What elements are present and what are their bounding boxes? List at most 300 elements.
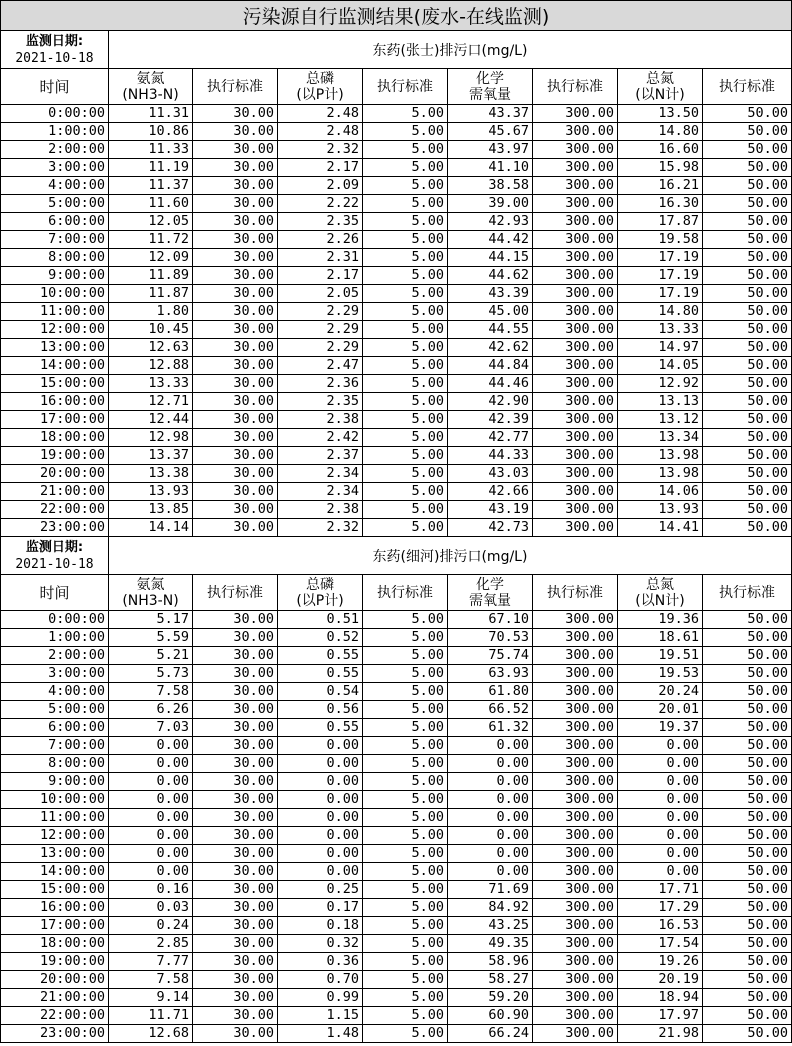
value-cell: 0.24 bbox=[109, 917, 193, 935]
value-cell: 0.00 bbox=[618, 773, 703, 791]
value-cell: 300.00 bbox=[533, 755, 618, 773]
time-cell: 18:00:00 bbox=[1, 429, 109, 447]
value-cell: 5.00 bbox=[363, 501, 448, 519]
value-cell: 12.88 bbox=[109, 357, 193, 375]
value-cell: 13.93 bbox=[618, 501, 703, 519]
cod-header bbox=[448, 575, 533, 611]
value-cell: 63.93 bbox=[448, 665, 533, 683]
table-row bbox=[1, 303, 792, 321]
value-cell: 44.42 bbox=[448, 231, 533, 249]
value-cell: 300.00 bbox=[533, 195, 618, 213]
value-cell: 5.00 bbox=[363, 863, 448, 881]
value-cell: 11.60 bbox=[109, 195, 193, 213]
value-cell: 12.71 bbox=[109, 393, 193, 411]
header-line: 总氮 bbox=[646, 576, 674, 593]
table-row bbox=[1, 339, 792, 357]
value-cell: 30.00 bbox=[193, 971, 278, 989]
value-cell: 0.56 bbox=[278, 701, 363, 719]
value-cell: 59.20 bbox=[448, 989, 533, 1007]
table-row bbox=[1, 1025, 792, 1043]
nh3-header bbox=[109, 575, 193, 611]
value-cell: 19.58 bbox=[618, 231, 703, 249]
value-cell: 0.00 bbox=[109, 773, 193, 791]
value-cell: 0.00 bbox=[618, 755, 703, 773]
value-cell: 50.00 bbox=[703, 827, 792, 845]
value-cell: 2.32 bbox=[278, 519, 363, 537]
value-cell: 5.00 bbox=[363, 447, 448, 465]
value-cell: 50.00 bbox=[703, 249, 792, 267]
value-cell: 5.00 bbox=[363, 1025, 448, 1043]
monitor-date: 2021-10-18 bbox=[15, 50, 94, 66]
value-cell: 50.00 bbox=[703, 105, 792, 123]
value-cell: 2.29 bbox=[278, 303, 363, 321]
table-row bbox=[1, 863, 792, 881]
time-cell: 12:00:00 bbox=[1, 827, 109, 845]
value-cell: 2.29 bbox=[278, 339, 363, 357]
value-cell: 300.00 bbox=[533, 429, 618, 447]
value-cell: 2.47 bbox=[278, 357, 363, 375]
value-cell: 2.37 bbox=[278, 447, 363, 465]
value-cell: 0.00 bbox=[618, 863, 703, 881]
time-cell: 6:00:00 bbox=[1, 213, 109, 231]
value-cell: 5.00 bbox=[363, 647, 448, 665]
value-cell: 50.00 bbox=[703, 123, 792, 141]
value-cell: 43.39 bbox=[448, 285, 533, 303]
value-cell: 5.00 bbox=[363, 393, 448, 411]
table-row bbox=[1, 429, 792, 447]
value-cell: 30.00 bbox=[193, 195, 278, 213]
value-cell: 14.97 bbox=[618, 339, 703, 357]
time-cell: 1:00:00 bbox=[1, 123, 109, 141]
value-cell: 5.00 bbox=[363, 285, 448, 303]
header-line: (以P计) bbox=[296, 86, 344, 103]
tn-header bbox=[618, 69, 703, 105]
time-cell: 19:00:00 bbox=[1, 953, 109, 971]
value-cell: 300.00 bbox=[533, 123, 618, 141]
value-cell: 30.00 bbox=[193, 339, 278, 357]
value-cell: 7.03 bbox=[109, 719, 193, 737]
value-cell: 30.00 bbox=[193, 809, 278, 827]
value-cell: 1.80 bbox=[109, 303, 193, 321]
value-cell: 300.00 bbox=[533, 935, 618, 953]
value-cell: 13.98 bbox=[618, 465, 703, 483]
value-cell: 17.71 bbox=[618, 881, 703, 899]
time-cell: 17:00:00 bbox=[1, 411, 109, 429]
value-cell: 50.00 bbox=[703, 141, 792, 159]
value-cell: 0.00 bbox=[109, 863, 193, 881]
value-cell: 11.31 bbox=[109, 105, 193, 123]
time-cell: 8:00:00 bbox=[1, 755, 109, 773]
table-row bbox=[1, 827, 792, 845]
time-cell: 13:00:00 bbox=[1, 339, 109, 357]
value-cell: 5.00 bbox=[363, 899, 448, 917]
value-cell: 0.52 bbox=[278, 629, 363, 647]
time-cell: 14:00:00 bbox=[1, 357, 109, 375]
value-cell: 30.00 bbox=[193, 935, 278, 953]
value-cell: 0.00 bbox=[109, 791, 193, 809]
value-cell: 30.00 bbox=[193, 953, 278, 971]
table-row bbox=[1, 159, 792, 177]
table-row bbox=[1, 267, 792, 285]
value-cell: 300.00 bbox=[533, 321, 618, 339]
value-cell: 5.00 bbox=[363, 483, 448, 501]
value-cell: 50.00 bbox=[703, 519, 792, 537]
value-cell: 50.00 bbox=[703, 755, 792, 773]
value-cell: 67.10 bbox=[448, 611, 533, 629]
value-cell: 2.38 bbox=[278, 501, 363, 519]
value-cell: 300.00 bbox=[533, 393, 618, 411]
value-cell: 50.00 bbox=[703, 935, 792, 953]
value-cell: 30.00 bbox=[193, 611, 278, 629]
value-cell: 300.00 bbox=[533, 809, 618, 827]
header-line: (以N计) bbox=[635, 592, 685, 609]
value-cell: 30.00 bbox=[193, 321, 278, 339]
value-cell: 20.01 bbox=[618, 701, 703, 719]
value-cell: 14.41 bbox=[618, 519, 703, 537]
std-header: 执行标准 bbox=[363, 575, 448, 611]
header-line: (以P计) bbox=[296, 592, 344, 609]
value-cell: 0.00 bbox=[448, 791, 533, 809]
value-cell: 18.61 bbox=[618, 629, 703, 647]
value-cell: 300.00 bbox=[533, 773, 618, 791]
column-header-row bbox=[1, 69, 792, 105]
value-cell: 0.55 bbox=[278, 665, 363, 683]
value-cell: 0.32 bbox=[278, 935, 363, 953]
value-cell: 300.00 bbox=[533, 519, 618, 537]
value-cell: 12.98 bbox=[109, 429, 193, 447]
nh3-header bbox=[109, 69, 193, 105]
time-cell: 20:00:00 bbox=[1, 465, 109, 483]
std-header: 执行标准 bbox=[533, 575, 618, 611]
table-row bbox=[1, 737, 792, 755]
value-cell: 2.48 bbox=[278, 123, 363, 141]
value-cell: 30.00 bbox=[193, 773, 278, 791]
table-row bbox=[1, 501, 792, 519]
value-cell: 49.35 bbox=[448, 935, 533, 953]
value-cell: 50.00 bbox=[703, 447, 792, 465]
header-line: (以N计) bbox=[635, 86, 685, 103]
value-cell: 7.58 bbox=[109, 971, 193, 989]
table-row bbox=[1, 791, 792, 809]
value-cell: 13.50 bbox=[618, 105, 703, 123]
value-cell: 50.00 bbox=[703, 989, 792, 1007]
value-cell: 0.00 bbox=[448, 755, 533, 773]
table-row bbox=[1, 285, 792, 303]
value-cell: 50.00 bbox=[703, 285, 792, 303]
table-row bbox=[1, 465, 792, 483]
time-cell: 6:00:00 bbox=[1, 719, 109, 737]
value-cell: 0.00 bbox=[278, 827, 363, 845]
monitor-date-label: 监测日期: bbox=[25, 539, 84, 555]
value-cell: 5.00 bbox=[363, 213, 448, 231]
time-cell: 5:00:00 bbox=[1, 195, 109, 213]
table-row bbox=[1, 1007, 792, 1025]
value-cell: 16.30 bbox=[618, 195, 703, 213]
table-row bbox=[1, 665, 792, 683]
value-cell: 50.00 bbox=[703, 321, 792, 339]
value-cell: 50.00 bbox=[703, 953, 792, 971]
value-cell: 11.89 bbox=[109, 267, 193, 285]
value-cell: 50.00 bbox=[703, 177, 792, 195]
time-cell: 22:00:00 bbox=[1, 1007, 109, 1025]
value-cell: 300.00 bbox=[533, 141, 618, 159]
time-cell: 16:00:00 bbox=[1, 899, 109, 917]
table-row bbox=[1, 141, 792, 159]
time-cell: 23:00:00 bbox=[1, 519, 109, 537]
value-cell: 42.73 bbox=[448, 519, 533, 537]
value-cell: 30.00 bbox=[193, 665, 278, 683]
value-cell: 5.00 bbox=[363, 611, 448, 629]
value-cell: 0.00 bbox=[618, 809, 703, 827]
table-row bbox=[1, 123, 792, 141]
table-row bbox=[1, 105, 792, 123]
value-cell: 30.00 bbox=[193, 719, 278, 737]
value-cell: 0.18 bbox=[278, 917, 363, 935]
value-cell: 21.98 bbox=[618, 1025, 703, 1043]
monitor-date-cell bbox=[1, 31, 109, 69]
value-cell: 30.00 bbox=[193, 989, 278, 1007]
tp-header bbox=[278, 69, 363, 105]
value-cell: 5.00 bbox=[363, 881, 448, 899]
value-cell: 14.80 bbox=[618, 303, 703, 321]
value-cell: 50.00 bbox=[703, 611, 792, 629]
value-cell: 0.00 bbox=[278, 755, 363, 773]
time-header: 时间 bbox=[1, 69, 109, 105]
value-cell: 50.00 bbox=[703, 881, 792, 899]
header-line: 总磷 bbox=[306, 576, 334, 593]
value-cell: 30.00 bbox=[193, 159, 278, 177]
value-cell: 50.00 bbox=[703, 375, 792, 393]
std-header: 执行标准 bbox=[193, 575, 278, 611]
value-cell: 300.00 bbox=[533, 845, 618, 863]
value-cell: 5.00 bbox=[363, 195, 448, 213]
value-cell: 5.00 bbox=[363, 411, 448, 429]
value-cell: 42.93 bbox=[448, 213, 533, 231]
table-row bbox=[1, 375, 792, 393]
value-cell: 30.00 bbox=[193, 519, 278, 537]
value-cell: 50.00 bbox=[703, 393, 792, 411]
value-cell: 50.00 bbox=[703, 357, 792, 375]
time-cell: 20:00:00 bbox=[1, 971, 109, 989]
value-cell: 5.00 bbox=[363, 935, 448, 953]
value-cell: 50.00 bbox=[703, 701, 792, 719]
value-cell: 45.00 bbox=[448, 303, 533, 321]
value-cell: 50.00 bbox=[703, 665, 792, 683]
value-cell: 50.00 bbox=[703, 1025, 792, 1043]
table-row bbox=[1, 629, 792, 647]
value-cell: 300.00 bbox=[533, 971, 618, 989]
value-cell: 13.34 bbox=[618, 429, 703, 447]
value-cell: 17.29 bbox=[618, 899, 703, 917]
value-cell: 30.00 bbox=[193, 755, 278, 773]
time-header: 时间 bbox=[1, 575, 109, 611]
header-line: 需氧量 bbox=[469, 592, 511, 609]
value-cell: 30.00 bbox=[193, 917, 278, 935]
value-cell: 300.00 bbox=[533, 231, 618, 249]
time-cell: 15:00:00 bbox=[1, 881, 109, 899]
value-cell: 30.00 bbox=[193, 357, 278, 375]
table-row bbox=[1, 213, 792, 231]
value-cell: 5.00 bbox=[363, 845, 448, 863]
value-cell: 300.00 bbox=[533, 105, 618, 123]
table-row bbox=[1, 899, 792, 917]
value-cell: 11.71 bbox=[109, 1007, 193, 1025]
value-cell: 18.94 bbox=[618, 989, 703, 1007]
value-cell: 30.00 bbox=[193, 267, 278, 285]
table-row bbox=[1, 881, 792, 899]
value-cell: 30.00 bbox=[193, 123, 278, 141]
value-cell: 2.38 bbox=[278, 411, 363, 429]
value-cell: 30.00 bbox=[193, 827, 278, 845]
value-cell: 300.00 bbox=[533, 303, 618, 321]
header-line: 化学 bbox=[476, 70, 504, 87]
value-cell: 50.00 bbox=[703, 791, 792, 809]
value-cell: 0.51 bbox=[278, 611, 363, 629]
value-cell: 30.00 bbox=[193, 791, 278, 809]
value-cell: 300.00 bbox=[533, 1025, 618, 1043]
table-row bbox=[1, 483, 792, 501]
value-cell: 300.00 bbox=[533, 899, 618, 917]
value-cell: 5.00 bbox=[363, 917, 448, 935]
value-cell: 300.00 bbox=[533, 285, 618, 303]
value-cell: 300.00 bbox=[533, 177, 618, 195]
value-cell: 5.00 bbox=[363, 971, 448, 989]
value-cell: 12.09 bbox=[109, 249, 193, 267]
value-cell: 5.73 bbox=[109, 665, 193, 683]
table-row bbox=[1, 809, 792, 827]
value-cell: 38.58 bbox=[448, 177, 533, 195]
table-row bbox=[1, 393, 792, 411]
value-cell: 30.00 bbox=[193, 393, 278, 411]
value-cell: 66.24 bbox=[448, 1025, 533, 1043]
value-cell: 12.63 bbox=[109, 339, 193, 357]
time-cell: 11:00:00 bbox=[1, 809, 109, 827]
time-cell: 18:00:00 bbox=[1, 935, 109, 953]
value-cell: 50.00 bbox=[703, 465, 792, 483]
time-cell: 4:00:00 bbox=[1, 683, 109, 701]
value-cell: 12.68 bbox=[109, 1025, 193, 1043]
value-cell: 0.00 bbox=[278, 773, 363, 791]
value-cell: 60.90 bbox=[448, 1007, 533, 1025]
value-cell: 1.15 bbox=[278, 1007, 363, 1025]
value-cell: 300.00 bbox=[533, 339, 618, 357]
table-row bbox=[1, 917, 792, 935]
table-row bbox=[1, 989, 792, 1007]
time-cell: 7:00:00 bbox=[1, 737, 109, 755]
value-cell: 41.10 bbox=[448, 159, 533, 177]
table-row bbox=[1, 701, 792, 719]
value-cell: 0.54 bbox=[278, 683, 363, 701]
value-cell: 300.00 bbox=[533, 465, 618, 483]
value-cell: 30.00 bbox=[193, 1025, 278, 1043]
site-name: 东药(细河)排污口(mg/L) bbox=[109, 537, 792, 575]
value-cell: 2.34 bbox=[278, 465, 363, 483]
time-cell: 5:00:00 bbox=[1, 701, 109, 719]
value-cell: 50.00 bbox=[703, 483, 792, 501]
value-cell: 0.00 bbox=[109, 755, 193, 773]
value-cell: 5.00 bbox=[363, 719, 448, 737]
value-cell: 66.52 bbox=[448, 701, 533, 719]
value-cell: 9.14 bbox=[109, 989, 193, 1007]
value-cell: 5.00 bbox=[363, 159, 448, 177]
value-cell: 11.37 bbox=[109, 177, 193, 195]
value-cell: 17.19 bbox=[618, 285, 703, 303]
table-row bbox=[1, 971, 792, 989]
value-cell: 16.53 bbox=[618, 917, 703, 935]
value-cell: 14.14 bbox=[109, 519, 193, 537]
table-row bbox=[1, 683, 792, 701]
header-line: (NH3-N) bbox=[122, 592, 179, 609]
value-cell: 0.17 bbox=[278, 899, 363, 917]
value-cell: 300.00 bbox=[533, 411, 618, 429]
value-cell: 50.00 bbox=[703, 917, 792, 935]
value-cell: 0.00 bbox=[109, 827, 193, 845]
value-cell: 30.00 bbox=[193, 647, 278, 665]
value-cell: 50.00 bbox=[703, 1007, 792, 1025]
time-cell: 3:00:00 bbox=[1, 159, 109, 177]
value-cell: 58.27 bbox=[448, 971, 533, 989]
value-cell: 5.00 bbox=[363, 303, 448, 321]
time-cell: 2:00:00 bbox=[1, 647, 109, 665]
value-cell: 50.00 bbox=[703, 647, 792, 665]
value-cell: 5.00 bbox=[363, 321, 448, 339]
table-row bbox=[1, 611, 792, 629]
value-cell: 300.00 bbox=[533, 501, 618, 519]
value-cell: 0.00 bbox=[448, 845, 533, 863]
value-cell: 17.19 bbox=[618, 267, 703, 285]
std-header: 执行标准 bbox=[703, 575, 792, 611]
value-cell: 19.37 bbox=[618, 719, 703, 737]
value-cell: 16.21 bbox=[618, 177, 703, 195]
value-cell: 2.31 bbox=[278, 249, 363, 267]
value-cell: 50.00 bbox=[703, 411, 792, 429]
time-cell: 10:00:00 bbox=[1, 791, 109, 809]
value-cell: 50.00 bbox=[703, 303, 792, 321]
value-cell: 44.55 bbox=[448, 321, 533, 339]
value-cell: 50.00 bbox=[703, 719, 792, 737]
value-cell: 30.00 bbox=[193, 501, 278, 519]
value-cell: 50.00 bbox=[703, 773, 792, 791]
value-cell: 30.00 bbox=[193, 483, 278, 501]
value-cell: 43.25 bbox=[448, 917, 533, 935]
value-cell: 300.00 bbox=[533, 989, 618, 1007]
value-cell: 19.36 bbox=[618, 611, 703, 629]
value-cell: 300.00 bbox=[533, 719, 618, 737]
header-line: 总氮 bbox=[646, 70, 674, 87]
monitor-date-cell bbox=[1, 537, 109, 575]
value-cell: 0.00 bbox=[278, 809, 363, 827]
value-cell: 2.48 bbox=[278, 105, 363, 123]
value-cell: 0.00 bbox=[278, 845, 363, 863]
value-cell: 5.59 bbox=[109, 629, 193, 647]
value-cell: 14.80 bbox=[618, 123, 703, 141]
value-cell: 5.00 bbox=[363, 827, 448, 845]
value-cell: 300.00 bbox=[533, 249, 618, 267]
header-line: 总磷 bbox=[306, 70, 334, 87]
value-cell: 5.00 bbox=[363, 429, 448, 447]
value-cell: 14.05 bbox=[618, 357, 703, 375]
value-cell: 0.03 bbox=[109, 899, 193, 917]
value-cell: 13.93 bbox=[109, 483, 193, 501]
value-cell: 5.00 bbox=[363, 357, 448, 375]
value-cell: 2.32 bbox=[278, 141, 363, 159]
time-cell: 21:00:00 bbox=[1, 483, 109, 501]
value-cell: 44.15 bbox=[448, 249, 533, 267]
value-cell: 39.00 bbox=[448, 195, 533, 213]
value-cell: 43.37 bbox=[448, 105, 533, 123]
value-cell: 300.00 bbox=[533, 827, 618, 845]
value-cell: 50.00 bbox=[703, 429, 792, 447]
